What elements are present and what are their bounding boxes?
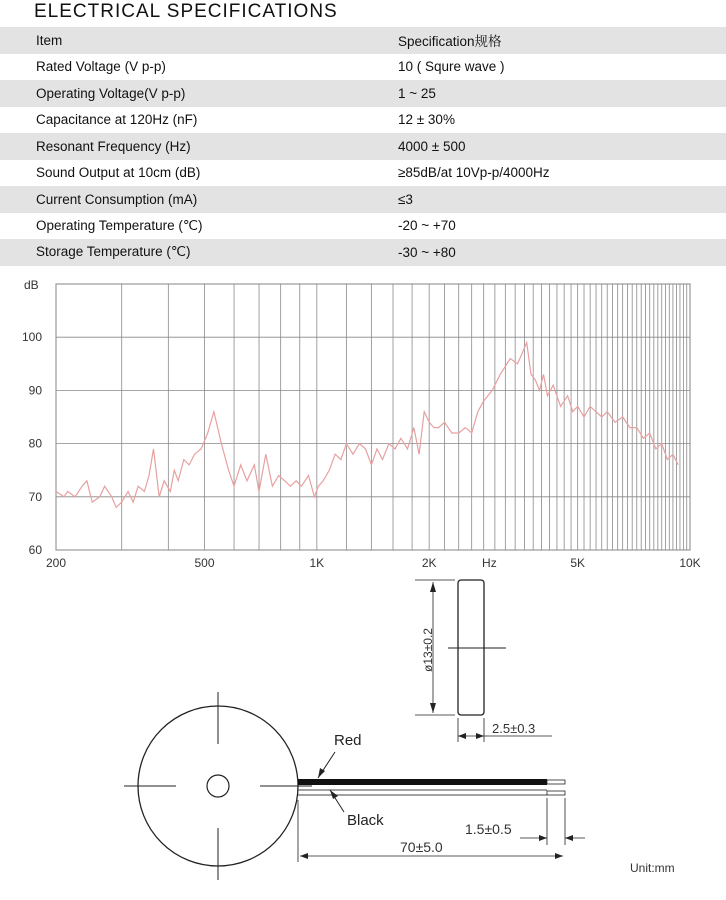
- spec-value-cell: Specification规格: [398, 27, 726, 54]
- y-tick-label: 70: [28, 489, 42, 504]
- spec-value-cell: 10 ( Squre wave ): [398, 59, 505, 75]
- red-wire: [298, 779, 547, 785]
- y-tick-label: 100: [21, 330, 42, 345]
- table-row: [0, 80, 726, 107]
- spec-value-cell: -30 ~ +80: [398, 239, 726, 266]
- spec-item-cell: Resonant Frequency (Hz): [0, 133, 398, 160]
- table-row: [0, 239, 726, 266]
- page-title: ELECTRICAL SPECIFICATIONS: [34, 1, 338, 22]
- spec-item-cell: Operating Voltage(V p-p): [0, 80, 398, 107]
- table-row: [0, 107, 726, 134]
- spec-value-cell: -20 ~ +70: [398, 218, 456, 234]
- table-row: [0, 133, 726, 160]
- y-axis-label: dB: [24, 278, 39, 292]
- lead-wires: [298, 732, 565, 829]
- x-tick-label: 5K: [570, 556, 586, 568]
- side-view: [415, 580, 552, 742]
- x-tick-label: 10K: [679, 556, 701, 568]
- x-tick-label: 2K: [421, 556, 437, 568]
- table-row: [0, 54, 726, 81]
- table-header-row: [0, 27, 726, 54]
- x-tick-label: 500: [194, 556, 215, 568]
- x-tick-label: 200: [45, 556, 67, 568]
- spec-value-cell: 12 ± 30%: [398, 112, 455, 128]
- plot-area: [56, 284, 690, 550]
- y-tick-label: 90: [28, 383, 42, 398]
- thickness-dimension: 2.5±0.3: [492, 721, 536, 736]
- x-tick-label: 1K: [309, 556, 325, 568]
- table-row: [0, 160, 726, 187]
- spec-value-cell: 1 ~ 25: [398, 80, 726, 107]
- spec-item-cell: Sound Output at 10cm (dB): [36, 165, 201, 181]
- spec-item-cell: Rated Voltage (V p-p): [36, 59, 166, 75]
- spec-item-cell: Current Consumption (mA): [0, 186, 398, 213]
- table-row: [0, 186, 726, 213]
- frequency-response-chart: [0, 268, 726, 568]
- strip-dimension: 1.5±0.5: [465, 821, 512, 837]
- y-tick-label: 80: [28, 436, 42, 451]
- diameter-dimension: ø13±0.2: [421, 628, 435, 672]
- spec-item-cell: Storage Temperature (℃): [0, 239, 398, 266]
- dimension-drawing: [0, 570, 726, 900]
- spec-value-cell: 4000 ± 500: [398, 133, 726, 160]
- x-tick-label: Hz: [482, 556, 497, 568]
- spec-value-cell: ≥85dB/at 10Vp-p/4000Hz: [398, 165, 550, 181]
- black-wire-label: Black: [347, 812, 384, 829]
- y-tick-label: 60: [28, 543, 42, 557]
- spec-value-cell: ≤3: [398, 186, 726, 213]
- spec-table: [0, 27, 726, 266]
- spec-item-cell: Capacitance at 120Hz (nF): [36, 112, 198, 128]
- spec-item-cell: Operating Temperature (℃): [36, 217, 203, 233]
- red-wire-label: Red: [334, 732, 362, 749]
- spec-item-cell: Item: [0, 27, 398, 54]
- front-view: [124, 692, 312, 880]
- length-dimension: 70±5.0: [400, 839, 443, 855]
- unit-label: Unit:mm: [630, 861, 675, 875]
- table-row: [0, 213, 726, 240]
